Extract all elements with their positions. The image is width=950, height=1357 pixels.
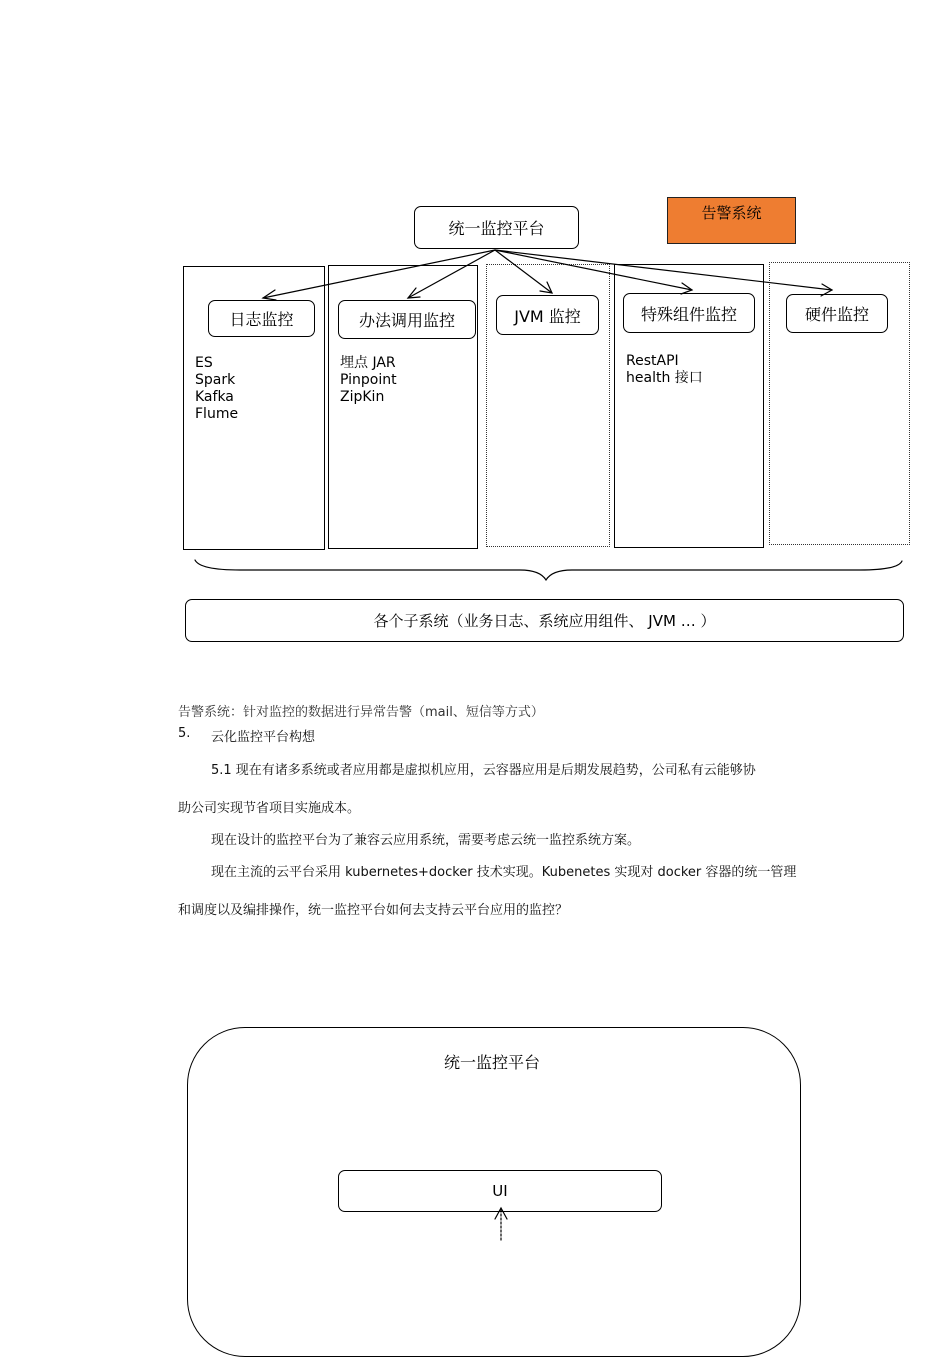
column-title-log-label: 日志监控: [229, 310, 294, 329]
list-item: health 接口: [626, 370, 703, 386]
list-item: Spark: [195, 372, 236, 388]
column-title-jvm-label: JVM 监控: [514, 306, 581, 326]
list-item: ES: [195, 355, 213, 371]
paragraph-2: 现在设计的监控平台为了兼容云应用系统，需要考虑云统一监控系统方案。: [211, 833, 641, 848]
alarm-note: 告警系统：针对监控的数据进行异常告警（mail、短信等方式）: [178, 705, 544, 720]
paragraph-1-line-1: 5.1 现在有诸多系统或者应用都是虚拟机应用，云容器应用是后期发展趋势，公司私有云能够协: [211, 763, 756, 778]
platform-label: 统一监控平台: [448, 219, 545, 238]
section-number: 5.: [178, 726, 191, 741]
list-item: Kafka: [195, 389, 234, 405]
column-title-special-label: 特殊组件监控: [640, 304, 737, 324]
list-item: ZipKin: [340, 389, 385, 405]
list-item: RestAPI: [626, 353, 679, 369]
list-item: Flume: [195, 406, 239, 422]
paragraph-1-line-2: 助公司实现节省项目实施成本。: [178, 801, 361, 816]
list-item: 埋点 JAR: [340, 355, 396, 371]
ui-label: UI: [492, 1182, 508, 1200]
alarm-system-label: 告警系统: [701, 204, 762, 222]
column-title-method-label: 办法调用监控: [358, 311, 455, 330]
paragraph-3-line-2: 和调度以及编排操作，统一监控平台如何去支持云平台应用的监控？: [178, 903, 569, 918]
subsystems-label: 各个子系统（业务日志、系统应用组件、 JVM … ）: [373, 612, 716, 630]
column-title-hardware-label: 硬件监控: [804, 305, 869, 324]
paragraph-3-line-1: 现在主流的云平台采用 kubernetes+docker 技术实现。Kubenetes 实现对 docker 容器的统一管理: [211, 865, 797, 880]
cloud-platform-title: 统一监控平台: [444, 1053, 541, 1072]
list-item: Pinpoint: [340, 372, 397, 388]
section-title: 云化监控平台构想: [211, 730, 316, 745]
